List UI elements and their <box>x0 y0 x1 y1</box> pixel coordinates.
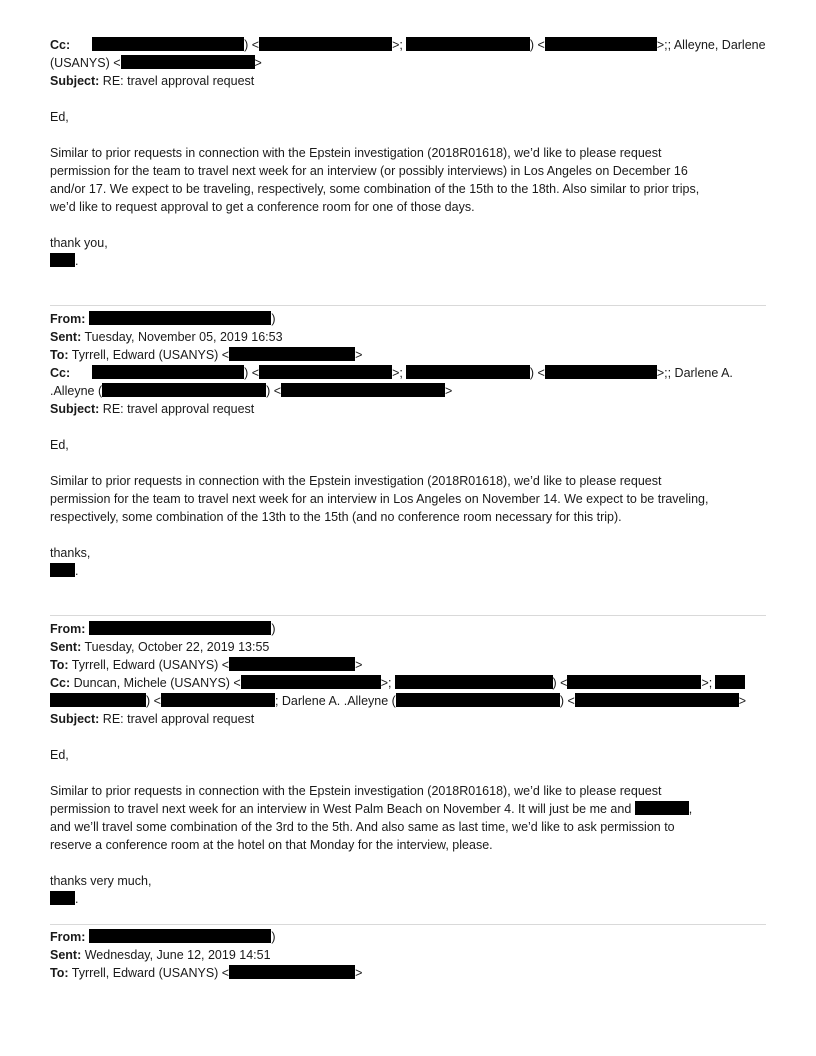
redaction <box>229 347 355 361</box>
body-line: respectively, some combination of the 13th to the 15th (and no conference room necessary for this trip). <box>50 510 622 524</box>
from-line: From: ) <box>50 622 276 636</box>
redaction <box>50 253 75 267</box>
redaction <box>50 563 75 577</box>
redaction <box>259 365 392 379</box>
redaction <box>89 929 271 943</box>
redaction <box>161 693 275 707</box>
redaction <box>575 693 739 707</box>
subject-text: RE: travel approval request <box>102 402 255 416</box>
redaction <box>715 675 745 689</box>
subject-line: Subject: RE: travel approval request <box>50 712 255 726</box>
body-line: Similar to prior requests in connection with the Epstein investigation (2018R01618), we’d like to please request <box>50 474 662 488</box>
redaction <box>89 621 271 635</box>
email-thread <box>50 36 766 982</box>
signature-line: . <box>50 890 766 908</box>
redaction <box>121 55 255 69</box>
cc-line-cont: ) < ; Darlene A. .Alleyne ( ) < > <box>50 692 766 710</box>
greeting: Ed, <box>50 438 69 452</box>
sent-line: Sent: Tuesday, November 05, 2019 16:53 <box>50 330 283 344</box>
redaction <box>545 365 657 379</box>
body-line: permission to travel next week for an interview in West Palm Beach on November 4. It will just be me and , <box>50 802 693 816</box>
closing: thank you, <box>50 236 108 250</box>
redaction <box>241 675 381 689</box>
from-line: From: ) <box>50 930 276 944</box>
subject-text: RE: travel approval request <box>102 712 255 726</box>
redaction <box>259 37 392 51</box>
redaction <box>545 37 657 51</box>
greeting: Ed, <box>50 748 69 762</box>
body-line: reserve a conference room at the hotel on that Monday for the interview, please. <box>50 838 493 852</box>
redaction <box>395 675 553 689</box>
redaction <box>89 311 271 325</box>
body-line: and/or 17. We expect to be traveling, respectively, some combination of the 15th to the 18th. Also similar to prior trips, <box>50 182 700 196</box>
redaction <box>281 383 445 397</box>
body-line: and we’ll travel some combination of the 3rd to the 5th. And also same as last time, we’d like to ask permission to <box>50 820 675 834</box>
redaction <box>229 657 355 671</box>
cc-label: Cc: <box>50 38 71 52</box>
greeting: Ed, <box>50 110 69 124</box>
redaction <box>396 693 560 707</box>
from-line: From: ) <box>50 312 276 326</box>
closing: thanks, <box>50 546 91 560</box>
subject-line: Subject: RE: travel approval request <box>50 402 255 416</box>
cc-line: Cc: Duncan, Michele (USANYS) < >; ) < >; <box>50 674 766 692</box>
redaction <box>406 365 530 379</box>
sent-line: Sent: Wednesday, June 12, 2019 14:51 <box>50 948 271 962</box>
cc-line: Cc: ) < >; ) < >;; Alleyne, Darlene <box>50 38 766 52</box>
sent-date: Tuesday, October 22, 2019 13:55 <box>84 640 270 654</box>
redaction <box>50 693 146 707</box>
sent-date: Wednesday, June 12, 2019 14:51 <box>84 948 271 962</box>
body-line: we’d like to request approval to get a conference room for one of those days. <box>50 200 475 214</box>
body-line: permission for the team to travel next week for an interview (or possibly interviews) in Los Angeles on December 16 <box>50 164 688 178</box>
body-line: permission for the team to travel next week for an interview in Los Angeles on November 14. We expect to be traveling, <box>50 492 709 506</box>
signature-line: . <box>50 252 766 270</box>
sent-line: Sent: Tuesday, October 22, 2019 13:55 <box>50 640 270 654</box>
closing: thanks very much, <box>50 874 152 888</box>
sent-date: Tuesday, November 05, 2019 16:53 <box>84 330 283 344</box>
redaction <box>92 37 244 51</box>
subject-text: RE: travel approval request <box>102 74 255 88</box>
redaction <box>92 365 244 379</box>
redaction <box>50 891 75 905</box>
cc-line-cont: (USANYS) < > <box>50 56 262 70</box>
redaction <box>406 37 530 51</box>
to-line: To: Tyrrell, Edward (USANYS) < > <box>50 348 363 362</box>
redaction <box>102 383 266 397</box>
cc-line-cont: .Alleyne ( ) < > <box>50 384 453 398</box>
to-line: To: Tyrrell, Edward (USANYS) < > <box>50 658 363 672</box>
subject-line: Subject: RE: travel approval request <box>50 74 255 88</box>
redaction <box>567 675 701 689</box>
body-line: Similar to prior requests in connection with the Epstein investigation (2018R01618), we’d like to please request <box>50 784 662 798</box>
signature-line: . <box>50 562 766 580</box>
to-line: To: Tyrrell, Edward (USANYS) < > <box>50 966 363 980</box>
body-line: Similar to prior requests in connection with the Epstein investigation (2018R01618), we’d like to please request <box>50 146 662 160</box>
cc-line: Cc: ) < >; ) < >;; Darlene A. <box>50 366 733 380</box>
redaction <box>635 801 689 815</box>
redaction <box>229 965 355 979</box>
